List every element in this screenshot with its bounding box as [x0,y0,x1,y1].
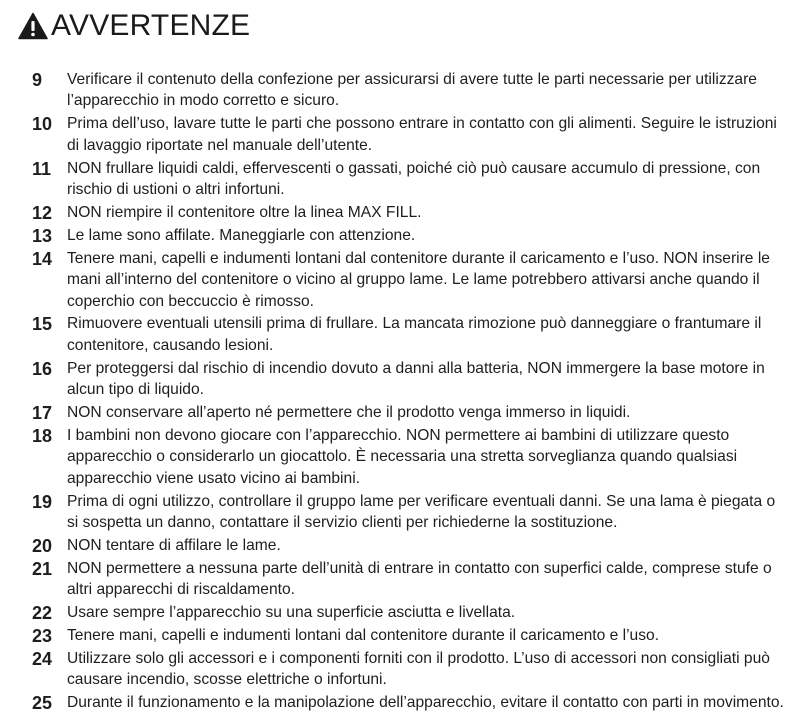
warning-number: 9 [32,70,43,90]
warning-text: NON riempire il contenitore oltre la linea MAX FILL. [67,203,422,221]
warning-number: 22 [32,603,53,624]
warning-item [0,358,800,401]
warning-text: Per proteggersi dal rischio di incendio dovuto a danni alla batteria, NON immergere la base motore in alcun tipo di liquido. [67,359,765,399]
warning-item [0,202,800,223]
warning-number: 19 [32,491,53,512]
warning-item [0,692,800,713]
warning-item [0,313,800,356]
warning-text: Tenere mani, capelli e indumenti lontani dal contenitore durante il caricamento e l’uso. [67,627,660,645]
warning-item [0,558,800,601]
warning-text: Rimuovere eventuali utensili prima di frullare. La mancata rimozione può danneggiare o frantumare il contenitore, causando lesioni. [67,315,762,354]
warning-number: 14 [32,248,53,269]
warning-number: 20 [32,536,53,557]
warning-number: 17 [32,403,53,424]
warning-text: Usare sempre l’apparecchio su una superficie asciutta e livellata. [67,604,516,622]
warning-item [0,248,800,312]
warning-item [0,425,800,489]
warning-number: 21 [32,558,53,579]
warning-text: Prima di ogni utilizzo, controllare il gruppo lame per verificare eventuali danni. Se una lama è piegata o si sospetta un danno, contattare il servizio clienti per richiederne la sostituzione. [67,492,776,532]
page-title: AVVERTENZE [51,9,251,42]
warning-text: Utilizzare solo gli accessori e i componenti forniti con il prodotto. L’uso di accessori non consigliati può causare incendio, scosse elettriche o infortuni. [67,650,770,689]
warning-text: NON permettere a nessuna parte dell’unità di entrare in contatto con superfici calde, comprese stufe o altri apparecchi di riscaldamento. [67,559,772,599]
warning-text: Durante il funzionamento e la manipolazione dell’apparecchio, evitare il contatto con parti in movimento. [67,694,784,712]
warning-item [0,625,800,646]
warning-number: 23 [32,626,53,647]
warning-number: 25 [32,693,53,714]
warning-item [0,69,800,112]
warning-triangle-icon [18,12,48,40]
warning-text: Le lame sono affilate. Maneggiarle con attenzione. [67,226,416,244]
warning-item [0,491,800,534]
warning-number: 13 [32,225,53,246]
warning-text: NON frullare liquidi caldi, effervescenti o gassati, poiché ciò può causare accumulo di pressione, con rischio di ustioni o altri infortuni. [67,159,761,199]
warning-number: 12 [32,202,53,223]
warning-list [0,69,800,715]
warning-number: 15 [32,314,53,335]
warning-text: NON conservare all’aperto né permettere che il prodotto venga immerso in liquidi. [67,404,631,422]
warning-text: Verificare il contenuto della confezione per assicurarsi di avere tutte le parti necessarie per utilizzare l’apparecchio in modo corretto e sicuro. [67,71,757,110]
warning-number: 18 [32,426,53,446]
warning-item [0,535,800,556]
warning-item [0,648,800,691]
warning-number: 24 [32,649,53,670]
warning-text: Tenere mani, capelli e indumenti lontani dal contenitore durante il caricamento e l’uso. NON inserire le mani all’interno del contenitore o vicino al gruppo lame. Le lame potrebbero attivarsi anche quando il coperchio con beccuccio è rimosso. [67,249,770,310]
warning-item [0,602,800,623]
warning-item [0,113,800,156]
warning-number: 10 [32,114,53,135]
warning-text: Prima dell’uso, lavare tutte le parti che possono entrare in contatto con gli alimenti. Seguire le istruzioni di lavaggio riportate nel manuale dell’utente. [67,115,777,154]
warning-number: 16 [32,358,53,379]
warning-item [0,158,800,201]
warning-item [0,402,800,423]
warning-item [0,225,800,246]
warning-text: NON tentare di affilare le lame. [67,537,281,555]
warning-text: I bambini non devono giocare con l’apparecchio. NON permettere ai bambini di utilizzare questo apparecchio o considerarlo un giocattolo. È necessaria una stretta sorveglianza quando qualsiasi apparecchio viene usato vicino ai bambini. [67,427,738,487]
warning-number: 11 [32,158,52,179]
page-header [18,6,250,46]
